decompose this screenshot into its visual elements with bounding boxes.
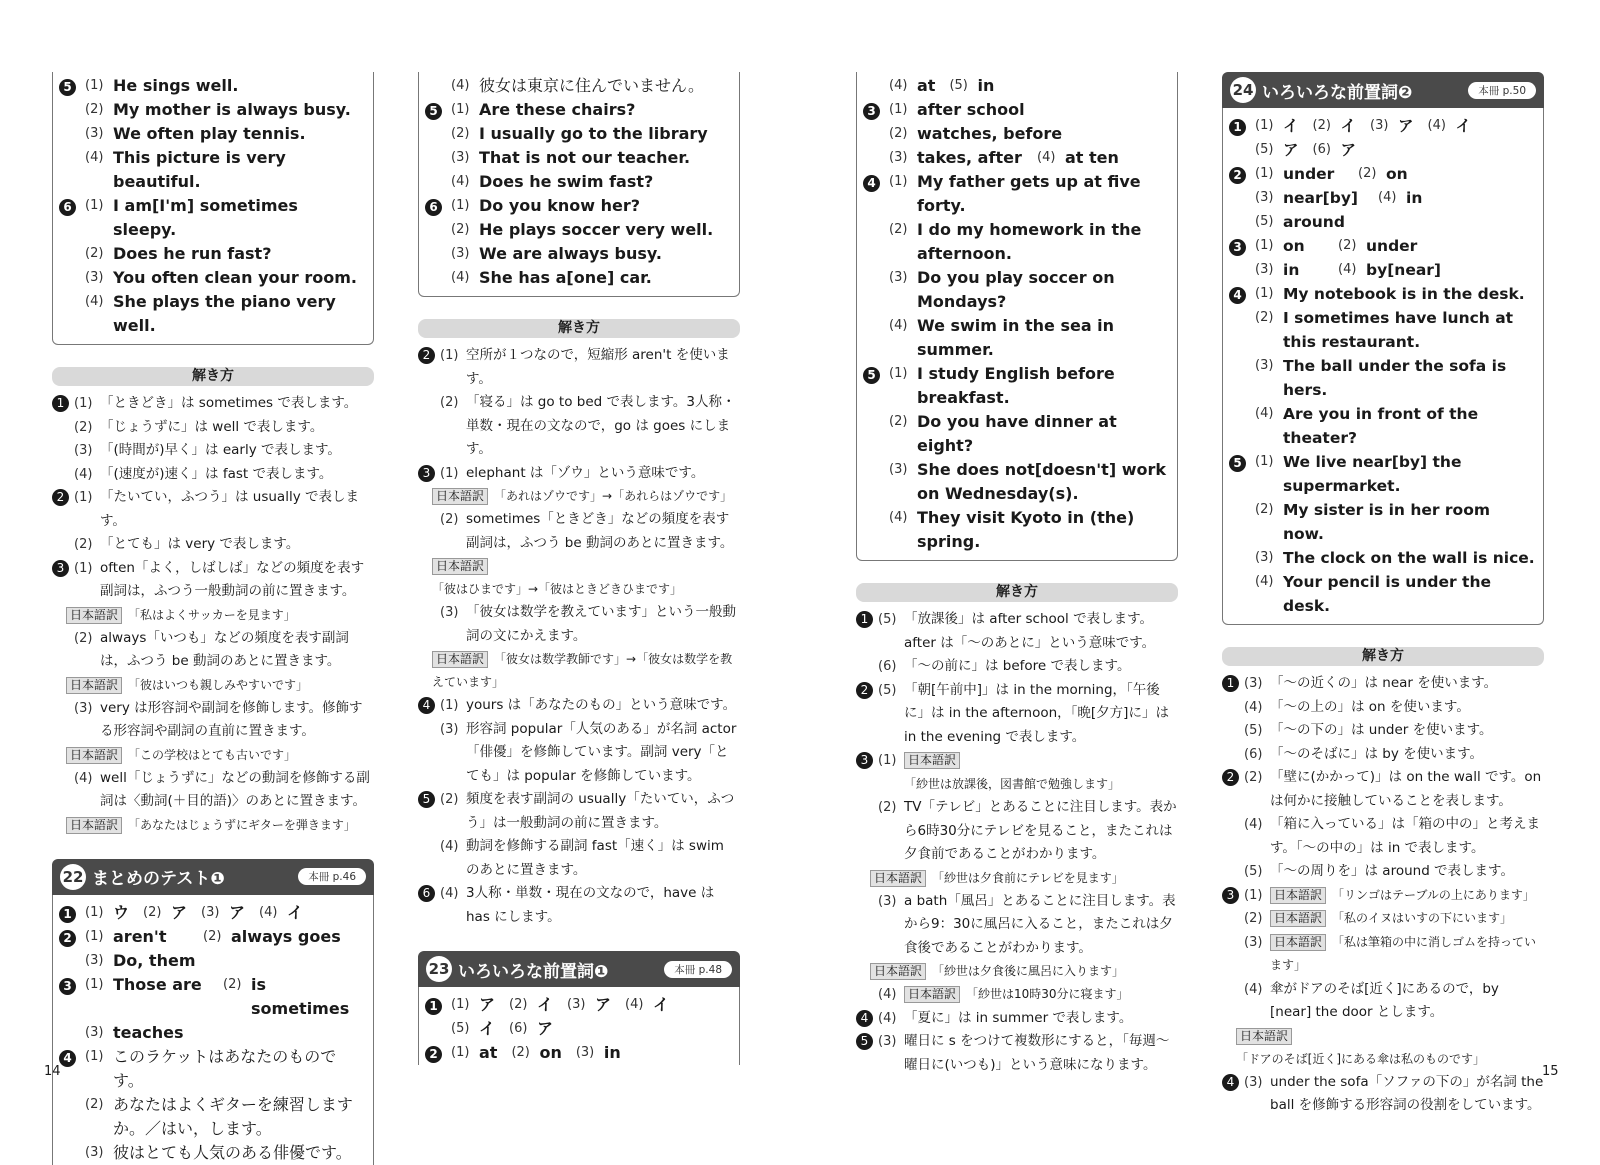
section-title: いろいろな前置詞❶ bbox=[458, 961, 609, 982]
section-number: 22 bbox=[60, 864, 86, 890]
column-1 bbox=[52, 72, 374, 1165]
section-number: 23 bbox=[426, 956, 452, 982]
section-23 bbox=[418, 951, 740, 1065]
column-3 bbox=[856, 72, 1178, 1077]
answer-row: 5 (1) He sings well. bbox=[59, 74, 365, 98]
answer-box-23: 1 (1) ア (2) イ (3) ア (4) イ (5) イ (6) ア 2 (1) at (2) on (3) in bbox=[418, 987, 740, 1065]
section-title: いろいろな前置詞❷ bbox=[1262, 82, 1413, 103]
answer-row: (2) Does he run fast? bbox=[85, 244, 272, 263]
answer-box-24: 1 (1) イ (2) イ (3) ア (4) イ (5) ア (6) ア 2 (1) under (2) on (3) near[by] (4) in (5) around 3 (1) on (2) under (3) in (4) by[near] 4 (1) My notebook is in the desk. (2) I sometimes have lunch at this restaurant. (3) The ball under the sofa is hers. (4) Are you in front of the theater? 5 (1) We live near[by] the supermarket. (2) My sister is in her room now. (3) The clock on the wall is nice. (4) Your pencil is under the desk. bbox=[1222, 108, 1544, 625]
answer-row: (4) She plays the piano very well. bbox=[85, 292, 336, 335]
answer-row: (4) This picture is very beautiful. bbox=[85, 148, 286, 191]
explanation-block: 1 (5) 「放課後」は after school で表します。after は「〜のあとに」という意味です。 (6) 「〜の前に」は before で表します。 2 (5) 「朝[午前中]」は in the morning，「午後に」は in the afternoon，「晩[夕方]に」は in the evening で表します。 3 (1) 日本語訳「紗世は放課後，図書館で勉強します」 (2) TV「テレビ」とあることに注目します。表から6時30分にテレビを見ること，またこれは夕食前であることがわかります。 日本語訳 「紗世は夕食前にテレビを見ます」 (3) a bath「風呂」とあることに注目します。表から9：30に風呂に入ること，またこれは夕食後であることがわかります。 日本語訳 「紗世は夕食後に風呂に入ります」 (4) 日本語訳 「紗世は10時30分に寝ます」 4 (4) 「夏に」は in summer で表します。 5 (3) 曜日に s をつけて複数形にすると，「毎週〜曜日に(いつも)」という意味になります。 bbox=[856, 608, 1178, 1077]
answer-box-22: 1 (1) ウ (2) ア (3) ア (4) イ 2 (1) aren't (2) always goes (3) Do, them 3 (1) Those are (2) is sometimes (3) teaches 4 (1) このラケットはあなたのものです。 (2) あなたはよくギターを練習しますか。／はい，します。 (3) 彼はとても人気のある俳優です。 bbox=[52, 895, 374, 1165]
explanation-heading: 解き方 bbox=[52, 367, 374, 386]
explanation-block: 2 (1) 空所が１つなので，短縮形 aren't を使います。 (2) 「寝る」は go to bed で表します。3人称・単数・現在の文なので，go は goes にします。 3 (1) elephant は「ゾウ」という意味です。 日本語訳 「あれはゾウです」→「あれらはゾウです」 (2) sometimes「ときどき」などの頻度を表す副詞は，ふつう be 動詞のあとに置きます。 日本語訳「彼はひまです」→「彼はときどきひまです」 (3) 「彼女は数学を教えています」という一般動詞の文にかえます。 日本語訳 「彼女は数学教師です」→「彼女は数学を教えています」 4 (1) yours は「あなたのもの」という意味です。 (3) 形容詞 popular「人気のある」が名詞 actor「俳優」を修飾しています。副詞 very「とても」は popular を修飾しています。 5 (2) 頻度を表す副詞の usually「たいてい，ふつう」は一般動詞の前に置きます。 (4) 動詞を修飾する副詞 fast「速く」は swim のあとに置きます。 6 (4) 3人称・単数・現在の文なので，have は has にします。 bbox=[418, 344, 740, 929]
section-title: まとめのテスト❶ bbox=[92, 869, 225, 889]
answer-box-23b: (4) at (5) in 3 (1) after school (2) watches, before (3) takes, after (4) at ten 4 (1) My father gets up at five forty. (2) I do my homework in the afternoon. (3) Do you play soccer on Mondays? (4) We swim in the sea in summer. 5 (1) I study English before breakfast. (2) Do you have dinner at eight? (3) She does not[doesn't] work on Wednesday(s). (4) They visit Kyoto in (the) spring. bbox=[856, 72, 1178, 561]
page-reference: 本冊 p.50 bbox=[1468, 82, 1536, 99]
translation-tag: 日本語訳 bbox=[66, 607, 122, 624]
answer-box-21b: (4) 彼女は東京に住んでいません。 5 (1) Are these chairs? (2) I usually go to the library (3) That is not our teacher. (4) Does he swim fast? 6 (1) Do you know her? (2) He plays soccer very well. (3) We are always busy. (4) She has a[one] car. bbox=[418, 72, 740, 297]
answer-box-21 bbox=[52, 72, 374, 345]
page-reference: 本冊 p.46 bbox=[298, 868, 366, 885]
explanation-block: 1 (1) 「ときどき」は sometimes で表します。 (2) 「じょうずに」は well で表します。 (3) 「(時間が)早く」は early で表します。 (4) 「(速度が)速く」は fast で表します。 2 (1) 「たいてい，ふつう」は usually で表します。 (2) 「とても」は very で表します。 3 (1) often「よく，しばしば」などの頻度を表す副詞は，ふつう一般動詞の前に置きます。 日本語訳 「私はよくサッカーを見ます」 (2) always「いつも」などの頻度を表す副詞は，ふつう be 動詞のあとに置きます。 日本語訳 「彼はいつも親しみやすいです」 (3) very は形容詞や副詞を修飾します。修飾する形容詞や副詞の直前に置きます。 日本語訳 「この学校はとても古いです」 (4) well「じょうずに」などの動詞を修飾する副詞は〈動詞(＋目的語)〉のあとに置きます。 日本語訳 「あなたはじょうずにギターを弾きます」 bbox=[52, 392, 374, 837]
explanation-heading: 解き方 bbox=[1222, 647, 1544, 666]
column-4 bbox=[1222, 72, 1544, 1118]
column-2 bbox=[418, 72, 740, 1065]
answer-row: (3) We often play tennis. bbox=[85, 124, 306, 143]
explanation-block: 1 (3) 「〜の近くの」は near を使います。 (4) 「〜の上の」は on を使います。 (5) 「〜の下の」は under を使います。 (6) 「〜のそばに」は by を使います。 2 (2) 「壁に(かかって)」は on the wall です。on は何かに接触していることを表します。 (4) 「箱に入っている」は「箱の中の」と考えます。「〜の中の」は in で表します。 (5) 「〜の周りを」は around で表します。 3 (1) 日本語訳 「リンゴはテーブルの上にあります」 (2) 日本語訳 「私のイヌはいすの下にいます」 (3) 日本語訳 「私は筆箱の中に消しゴムを持っています」 (4) 傘がドアのそば[近く]にあるので，by [near] the door とします。 日本語訳「ドアのそば[近く]にある傘は私のものです」 4 (3) under the sofa「ソファの下の」が名詞 the ball を修飾する形容詞の役割をしています。 bbox=[1222, 672, 1544, 1118]
answer-row: (3) You often clean your room. bbox=[85, 268, 357, 287]
answer-row: (2) My mother is always busy. bbox=[85, 100, 351, 119]
page-number-right: 15 bbox=[1542, 1064, 1559, 1079]
explanation-heading: 解き方 bbox=[856, 583, 1178, 602]
section-header-24 bbox=[1222, 72, 1544, 108]
section-header bbox=[52, 859, 374, 895]
section-22 bbox=[52, 859, 374, 1165]
section-number: 24 bbox=[1230, 77, 1256, 103]
explanation-heading: 解き方 bbox=[418, 319, 740, 338]
page-reference: 本冊 p.48 bbox=[664, 961, 732, 978]
answer-row: 6 (1) I am[I'm] sometimes sleepy. bbox=[59, 194, 365, 242]
page-number-left: 14 bbox=[44, 1064, 61, 1079]
section-header bbox=[418, 951, 740, 987]
